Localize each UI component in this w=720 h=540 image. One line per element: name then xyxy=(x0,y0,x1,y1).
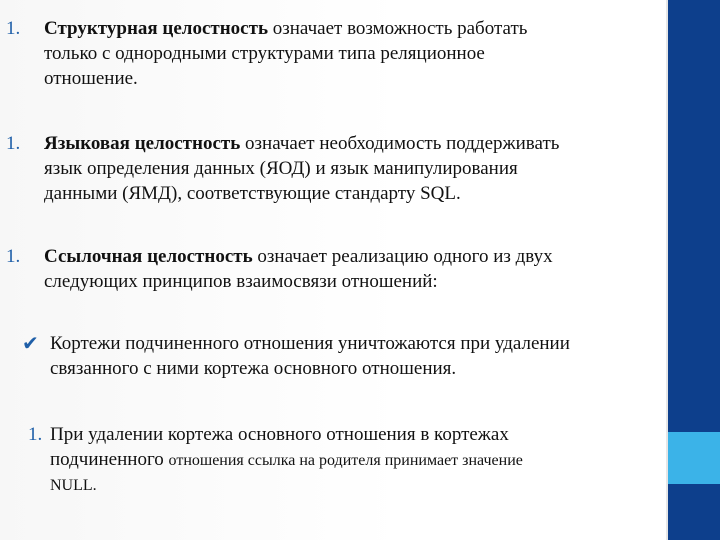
side-stripe-top xyxy=(668,0,720,432)
item-text: следующих принципов взаимосвязи отношений: xyxy=(44,271,438,292)
item-number: 1. xyxy=(28,424,43,445)
list-item xyxy=(44,244,664,294)
item-text: означает возможность работать xyxy=(268,18,528,39)
item-text: данными (ЯМД), соответствующие стандарту SQL. xyxy=(44,183,461,204)
item-text: только с однородными структурами типа реляционное xyxy=(44,43,485,64)
item-text: означает необходимость поддерживать xyxy=(240,133,560,154)
item-text: Кортежи подчиненного отношения уничтожаются при удалении xyxy=(50,333,570,354)
item-text: отношение. xyxy=(44,68,138,89)
list-item xyxy=(44,131,664,206)
item-term: Ссылочная целостность xyxy=(44,246,253,267)
list-item xyxy=(50,422,664,498)
item-text: При удалении кортежа основного отношения в кортежах xyxy=(50,424,509,445)
item-term: Структурная целостность xyxy=(44,18,268,39)
item-text: подчиненного xyxy=(50,449,169,470)
item-number: 1. xyxy=(6,133,21,154)
item-number: 1. xyxy=(6,246,21,267)
item-term: Языковая целостность xyxy=(44,133,241,154)
side-stripe-bottom xyxy=(668,484,720,540)
list-item xyxy=(44,16,664,91)
item-text: связанного с ними кортежа основного отношения. xyxy=(50,358,457,379)
side-stripe-accent xyxy=(668,432,720,484)
check-item xyxy=(50,331,664,381)
item-text: NULL. xyxy=(50,477,97,494)
item-text: отношения ссылка на родителя принимает значение xyxy=(168,452,523,469)
item-text: означает реализацию одного из двух xyxy=(252,246,553,267)
item-text: язык определения данных (ЯОД) и язык манипулирования xyxy=(44,158,518,179)
item-number: 1. xyxy=(6,18,21,39)
checkmark-icon: ✔ xyxy=(22,331,39,355)
